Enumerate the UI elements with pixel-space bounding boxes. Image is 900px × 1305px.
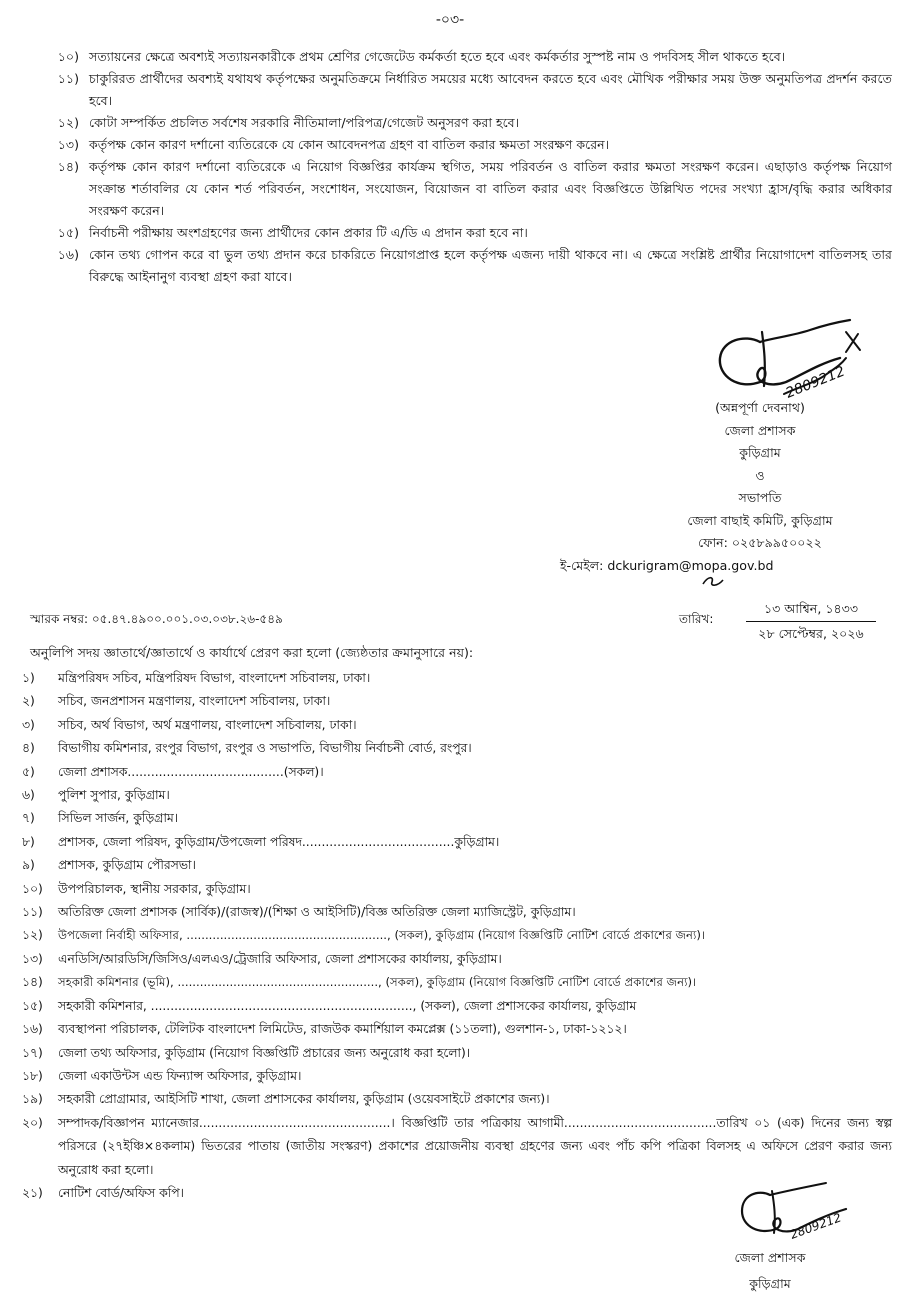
copy-text: সহকারী কমিশনার (ভূমি), ......................................................, (সকল), কুড়িগ্রাম (নিয়োগ বিজ্ঞপ্তিটি নোটিশ বোর্ডে প্রকাশের জন্য)।: [58, 975, 697, 990]
copy-item: [22, 784, 892, 807]
copy-item: [22, 761, 892, 784]
copy-item: [22, 1018, 892, 1041]
copy-text: অতিরিক্ত জেলা প্রশাসক (সার্বিক)/(রাজস্ব)/(শিক্ষা ও আইসিটি)/বিজ্ঞ অতিরিক্ত জেলা ম্যাজিস্ট্রেট, কুড়িগ্রাম।: [58, 905, 576, 920]
copy-item: [22, 995, 892, 1018]
condition-text: কোন তথ্য গোপন করে বা ভুল তথ্য প্রদান করে চাকরিতে নিয়োগপ্রাপ্ত হলে কর্তৃপক্ষ এজন্য দায়ী থাকবে না। এ ক্ষেত্রে সংশ্লিষ্ট প্রার্থীর নিয়োগাদেশ বাতিলসহ তার বিরুদ্ধে আইনানুগ ব্যবস্থা গ্রহণ করা যাবে।: [89, 247, 892, 284]
copy-number: ১৬): [22, 1022, 43, 1037]
signatory2-district: কুড়িগ্রাম: [749, 1276, 791, 1291]
condition-item: [30, 156, 892, 222]
copy-text: নোটিশ বোর্ড/অফিস কপি।: [58, 1185, 184, 1200]
copy-number: ১): [22, 671, 35, 685]
copy-number: ১৪): [22, 975, 43, 990]
copy-number: ৮): [22, 834, 35, 849]
copy-item: [22, 1088, 892, 1111]
copy-item: [22, 1065, 892, 1088]
copy-text: সচিব, জনপ্রশাসন মন্ত্রণালয়, বাংলাদেশ সচিবালয়, ঢাকা।: [58, 694, 331, 709]
copy-item: [22, 924, 892, 947]
condition-number: ১০): [57, 49, 79, 64]
copy-number: ১৩): [22, 951, 43, 966]
initial-mark: [700, 572, 726, 590]
copy-text: জেলা একাউন্টস এন্ড ফিন্যান্স অফিসার, কুড়িগ্রাম।: [58, 1068, 302, 1083]
signatory-name: (অন্নপূর্ণা দেবনাথ): [715, 400, 805, 415]
copy-item: [22, 667, 892, 690]
copy-text: উপজেলা নির্বাহী অফিসার, ......................................................, (সকল), কুড়িগ্রাম (নিয়োগ বিজ্ঞপ্তিটি নোটিশ বোর্ডে প্রকাশের জন্য)।: [58, 928, 706, 943]
date-block: [746, 598, 876, 644]
condition-text: সত্যায়নের ক্ষেত্রে অবশ্যই সত্যায়নকারীকে প্রথম শ্রেণির গেজেটেড কর্মকর্তা হতে হবে এবং কর্মকর্তার সুস্পষ্ট নাম ও পদবিসহ সীল থাকতে হবে।: [89, 49, 786, 64]
copy-number: ১১): [22, 905, 43, 920]
memo-number: স্মারক নম্বর: ০৫.৪৭.৪৯০০.০০১.০৩.০৩৮.২৬-৫৪৯: [30, 612, 283, 626]
date-label: তারিখ:: [679, 612, 714, 626]
date-divider: [746, 621, 876, 622]
copy-text: মন্ত্রিপরিষদ সচিব, মন্ত্রিপরিষদ বিভাগ, বাংলাদেশ সচিবালয়, ঢাকা।: [58, 671, 371, 685]
signatory-phone: ফোন: ০২৫৮৯৯৫০০২২: [698, 535, 822, 550]
copy-text: প্রশাসক, জেলা পরিষদ, কুড়িগ্রাম/উপজেলা পরিষদ.......................................কুড়িগ্রাম।: [58, 834, 500, 849]
copy-text: সম্পাদক/বিজ্ঞাপন ম্যানেজার.................................................। বিজ্ঞপ্তিটি তার পত্রিকায় আগামী.......................................তারিখ ০১ (এক) দিনের জন্য স্বল্প পরিসরে (২৭ইঞ্চি×৪কলাম) ভিতরের পাতায় (জাতীয় সংস্করণ) প্রকাশের প্রয়োজনীয় ব্যবস্থা গ্রহণের জন্য এবং পাঁচ কপি পত্রিকা বিলসহ এ অফিসে প্রেরণ করার জন্য অনুরোধ করা হলো।: [58, 1115, 892, 1177]
copy-text: জেলা প্রশাসক........................................(সকল)।: [58, 764, 324, 779]
copy-text: সহকারী প্রোগ্রামার, আইসিটি শাখা, জেলা প্রশাসকের কার্যালয়, কুড়িগ্রাম (ওয়েবসাইটে প্রকাশের জন্য)।: [58, 1092, 550, 1107]
condition-text: কর্তৃপক্ষ কোন কারণ দর্শানো ব্যতিরেকে এ নিয়োগ বিজ্ঞপ্তির কার্যক্রম স্থগিত, সময় পরিবর্তন ও বাতিল করার ক্ষমতা সংরক্ষণ করেন। এছাড়াও কর্তৃপক্ষ নিয়োগ সংক্রান্ত শর্তাবলির যে কোন শর্ত পরিবর্তন, সংশোধন, সংযোজন, বিয়োজন বা বাতিল করার এবং বিজ্ঞপ্তিতে উল্লিখিত পদের সংখ্যা হ্রাস/বৃদ্ধি করার অধিকার সংরক্ষণ করেন।: [89, 159, 892, 218]
copy-item: [22, 737, 892, 760]
copy-item: [22, 807, 892, 830]
copy-number: ১২): [22, 928, 43, 943]
copy-number: ২০): [22, 1115, 43, 1130]
copy-number: ১৮): [22, 1068, 43, 1083]
copy-item: [22, 1112, 892, 1182]
copy-text: বিভাগীয় কমিশনার, রংপুর বিভাগ, রংপুর ও সভাপতি, বিভাগীয় নির্বাচনী বোর্ড, রংপুর।: [58, 741, 472, 756]
condition-number: ১২): [57, 115, 79, 130]
copy-number: ২১): [22, 1185, 43, 1200]
signatory-designation: জেলা প্রশাসক: [724, 422, 796, 438]
copy-number: ৪): [22, 741, 35, 756]
date-bangla: ১৩ আশ্বিন, ১৪৩৩: [763, 601, 859, 616]
signatory-committee: জেলা বাছাই কমিটি, কুড়িগ্রাম: [687, 512, 833, 528]
copy-number: ৬): [22, 788, 35, 803]
signatory2-designation: জেলা প্রশাসক: [734, 1250, 806, 1265]
copies-heading: অনুলিপি সদয় জ্ঞাতার্থে/জ্ঞাতার্থে ও কার্যার্থে প্রেরণ করা হলো (জ্যেষ্ঠতার ক্রমানুসারে নয়):: [30, 645, 474, 660]
copy-item: [22, 854, 892, 877]
copy-item: [22, 948, 892, 971]
condition-number: ১৫): [57, 225, 79, 240]
copy-text: ব্যবস্থাপনা পরিচালক, টেলিটক বাংলাদেশ লিমিটেড, রাজউক কমার্শিয়াল কমপ্লেক্স (১১তলা), গুলশান-১, ঢাকা-১২১২।: [58, 1022, 627, 1037]
copy-text: পুলিশ সুপার, কুড়িগ্রাম।: [58, 788, 170, 803]
svg-text:2809212: 2809212: [783, 363, 848, 402]
signatory-role: সভাপতি: [738, 490, 782, 505]
signatory-and: ও: [755, 467, 765, 483]
copy-number: ১৯): [22, 1092, 43, 1107]
signatory-district: কুড়িগ্রাম: [739, 445, 781, 460]
condition-text: কোটা সম্পর্কিত প্রচলিত সর্বশেষ সরকারি নীতিমালা/পরিপত্র/গেজেট অনুসরণ করা হবে।: [89, 115, 520, 130]
copy-item: [22, 971, 892, 994]
signatory-block-2: [670, 1245, 870, 1297]
date-english: ২৮ সেপ্টেম্বর, ২০২৬: [758, 626, 864, 641]
condition-number: ১৪): [57, 159, 79, 174]
condition-item: [30, 134, 892, 156]
copy-text: সিভিল সার্জন, কুড়িগ্রাম।: [58, 811, 179, 826]
svg-text:2809212: 2809212: [788, 1210, 844, 1242]
copy-number: ১৫): [22, 998, 43, 1013]
copy-item: [22, 714, 892, 737]
signature-image-2: [730, 1175, 880, 1247]
page-number: -০৩-: [435, 12, 465, 28]
copy-text: উপপরিচালক, স্থানীয় সরকার, কুড়িগ্রাম।: [58, 881, 251, 896]
condition-item: [30, 112, 892, 134]
condition-number: ১৩): [57, 137, 79, 152]
copy-text: সহকারী কমিশনার, ..................................................................., (সকল), জেলা প্রশাসকের কার্যালয়, কুড়িগ্রাম: [58, 998, 637, 1013]
copy-number: ২): [22, 694, 35, 709]
copy-text: সচিব, অর্থ বিভাগ, অর্থ মন্ত্রণালয়, বাংলাদেশ সচিবালয়, ঢাকা।: [58, 717, 357, 732]
copy-text: জেলা তথ্য অফিসার, কুড়িগ্রাম (নিয়োগ বিজ্ঞপ্তিটি প্রচারের জন্য অনুরোধ করা হলো)।: [58, 1045, 471, 1060]
copy-item: [22, 1042, 892, 1065]
condition-number: ১৬): [57, 247, 79, 262]
copy-number: ৭): [22, 811, 35, 826]
condition-item: [30, 244, 892, 288]
copy-number: ১০): [22, 881, 43, 896]
conditions-list: [30, 46, 892, 288]
copy-text: প্রশাসক, কুড়িগ্রাম পৌরসভা।: [58, 858, 196, 873]
copy-item: [22, 878, 892, 901]
condition-text: চাকুরিরত প্রার্থীদের অবশ্যই যথাযথ কর্তৃপক্ষের অনুমতিক্রমে নির্ধারিত সময়ের মধ্যে আবেদন করতে হবে এবং মৌখিক পরীক্ষার সময় উক্ত অনুমতিপত্র প্রদর্শন করতে হবে।: [89, 71, 892, 108]
condition-text: কর্তৃপক্ষ কোন কারণ দর্শানো ব্যতিরেকে যে কোন আবেদনপত্র গ্রহণ বা বাতিল করার ক্ষমতা সংরক্ষণ করেন।: [89, 137, 610, 152]
condition-item: [30, 46, 892, 68]
condition-number: ১১): [57, 71, 79, 86]
condition-text: নির্বাচনী পরীক্ষায় অংশগ্রহণের জন্য প্রার্থীদের কোন প্রকার টি এ/ডি এ প্রদান করা হবে না।: [89, 225, 528, 240]
copy-number: ১৭): [22, 1045, 43, 1060]
condition-item: [30, 68, 892, 112]
signatory-email: ই-মেইল: dckurigram@mopa.gov.bd: [560, 558, 774, 573]
condition-item: [30, 222, 892, 244]
copy-number: ৯): [22, 858, 35, 873]
copy-item: [22, 690, 892, 713]
signatory-block: [640, 397, 880, 555]
copy-number: ৩): [22, 717, 35, 732]
signature-image: [700, 312, 880, 407]
copy-item: [22, 901, 892, 924]
copies-list: [22, 667, 892, 1205]
copy-number: ৫): [22, 764, 35, 779]
copy-item: [22, 831, 892, 854]
copy-text: এনডিসি/আরডিসি/জিসিও/এলএও/ট্রেজারি অফিসার, জেলা প্রশাসকের কার্যালয়, কুড়িগ্রাম।: [58, 951, 502, 966]
